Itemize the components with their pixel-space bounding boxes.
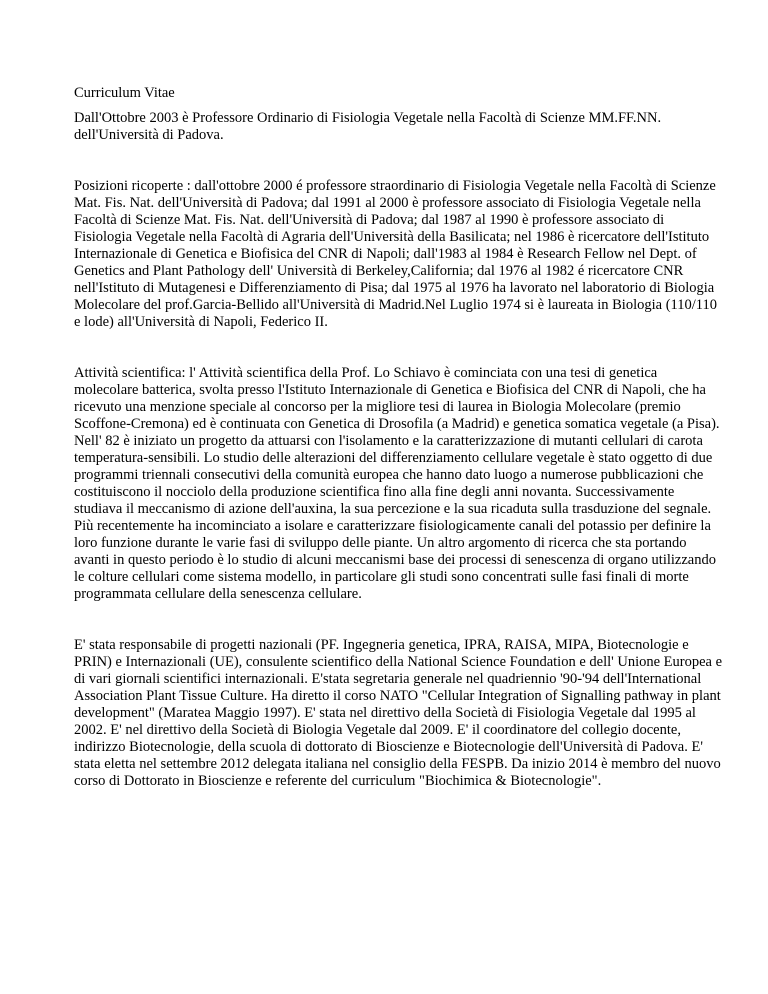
positions-paragraph: Posizioni ricoperte : dall'ottobre 2000 é professore straordinario di Fisiologia Vegetale nella Facoltà di Scienze Mat. Fis. Nat. dell'Università di Padova; dal 1991 al 2000 è professore associato di Fisiologia Vegetale nella Facoltà di Scienze Mat. Fis. Nat. dell'Università di Padova; dal 1987 al 1990 è professore associato di Fisiologia Vegetale nella Facoltà di Agraria dell'Università della Basilicata; nel 1986 è ricercatore dell'Istituto Internazionale di Genetica e Biofisica del CNR di Napoli; dall'1983 al 1984 è Research Fellow nel Dept. of Genetics and Plant Pathology dell' Università di Berkeley,California; dal 1976 al 1982 é ricercatore CNR nell'Istituto di Mutagenesi e Differenziamento di Pisa; dal 1975 al 1976 ha lavorato nel laboratorio di Biologia Molecolare del prof.Garcia-Bellido all'Università di Madrid.Nel Luglio 1974 si è laureata in Biologia (110/110 e lode) all'Università di Napoli, Federico II. bbox=[74, 178, 717, 330]
responsibilities-paragraph: E' stata responsabile di progetti nazionali (PF. Ingegneria genetica, IPRA, RAISA, MIPA, Biotecnologie e PRIN) e Internazionali (UE), consulente scientifico della National Science Foundation e dell' Unione Europea e di vari giornali scientifici internazionali. E'stata segretaria generale nel quadriennio '90-'94 dell'International Association Plant Tissue Culture. Ha diretto il corso NATO "Cellular Integration of Signalling pathway in plant development" (Maratea Maggio 1997). E' stata nel direttivo della Società di Fisiologia Vegetale dal 1995 al 2002. E' nel direttivo della Società di Biologia Vegetale dal 2009. E' il coordinatore del collegio docente, indirizzo Biotecnologie, della scuola di dottorato di Bioscienze e Biotecnologie dell'Università di Padova. E' stata eletta nel settembre 2012 delegata italiana nel consiglio della FESPB. Da inizio 2014 è membro del nuovo corso di Dottorato in Bioscienze e referente del curriculum "Biochimica & Biotecnologie". bbox=[74, 637, 723, 789]
document-page bbox=[74, 85, 724, 824]
research-paragraph: Attività scientifica: l' Attività scientifica della Prof. Lo Schiavo è cominciata con una tesi di genetica molecolare batterica, svolta presso l'Istituto Internazionale di Genetica e Biofisica del CNR di Napoli, che ha ricevuto una menzione speciale al concorso per la migliore tesi di laurea in Biologia Molecolare (premio Scoffone-Cremona) ed è continuata con Genetica di Drosofila (a Madrid) e genetica somatica vegetale (a Pisa). Nell' 82 è iniziato un progetto da attuarsi con l'isolamento e la caratterizzazione di mutanti cellulari di carota temperatura-sensibili. Lo studio delle alterazioni del differenziamento cellulare vegetale è stato oggetto di due programmi triennali consecutivi della comunità europea che hanno dato luogo a numerose pubblicazioni che costituiscono il nocciolo della produzione scientifica fino alla fine degli anni novanta. Successivamente studiava il meccanismo di azione dell'auxina, la sua percezione e la sua ricaduta sulla trasduzione del segnale. Più recentemente ha incominciato a isolare e caratterizzare fisiologicamente canali del potassio per definire la loro funzione durante le varie fasi di sviluppo delle piante. Un altro argomento di ricerca che sta portando avanti in questo periodo è lo studio di alcuni meccanismi base dei processi di senescenza di organo utilizzando le colture cellulari come sistema modello, in particolare gli studi sono concentrati sulle fasi finali di morte programmata cellulare della senescenza cellulare. bbox=[74, 365, 720, 602]
document-title: Curriculum Vitae bbox=[74, 85, 175, 101]
intro-paragraph: Dall'Ottobre 2003 è Professore Ordinario di Fisiologia Vegetale nella Facoltà di Scienze MM.FF.NN. dell'Università di Padova. bbox=[74, 110, 662, 143]
